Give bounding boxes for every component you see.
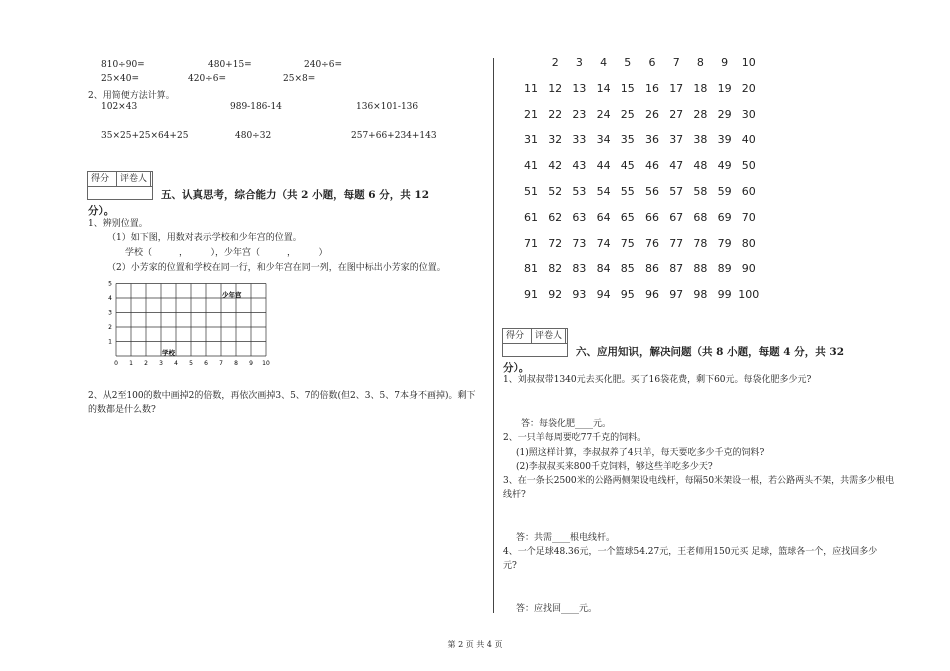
grid-number: 4 [600, 56, 608, 69]
grid-number: 30 [741, 107, 756, 121]
grid-number: 19 [717, 81, 732, 95]
grid-number: 93 [572, 288, 587, 302]
grid-number: 49 [717, 159, 732, 173]
r-q3-line1: 3、在一条长2500米的公路两侧架设电线杆，每隔50米架设一根，若公路两头不架，共需多少根电 [503, 476, 895, 486]
grid-number: 11 [524, 81, 538, 95]
grid-number: 82 [548, 262, 563, 276]
grid-number: 60 [741, 185, 756, 198]
grid-number: 39 [717, 133, 732, 147]
simp-row2-a: 35×25+25×64+25 [101, 131, 189, 141]
grid-number: 73 [572, 236, 587, 250]
reviewer-label: 评卷人 [117, 172, 151, 186]
grid-number: 21 [524, 107, 538, 121]
grid-number: 13 [572, 81, 587, 95]
grid-number: 18 [693, 81, 708, 95]
s5-q1: 1、辨别位置。 [88, 219, 148, 229]
x-tick-label: 1 [129, 360, 133, 367]
calc-row2-a: 25×40= [101, 74, 139, 84]
grid-number: 54 [596, 185, 611, 198]
y-tick-label: 2 [108, 324, 112, 331]
grid-number: 80 [741, 236, 756, 250]
grid-number: 56 [645, 185, 659, 198]
grid-number: 27 [669, 107, 684, 121]
grid-number: 95 [620, 288, 635, 302]
y-tick-label: 5 [108, 280, 112, 288]
grid-number: 65 [620, 210, 635, 224]
x-tick-label: 3 [159, 360, 163, 367]
grid-number: 57 [669, 185, 684, 198]
grid-number: 35 [620, 133, 635, 147]
x-tick-label: 5 [189, 360, 193, 367]
grid-number: 88 [693, 262, 708, 276]
s5-q2-line2: 的数都是什么数? [88, 405, 156, 415]
grid-number: 6 [648, 56, 656, 69]
section5-title-cont: 分）。 [88, 205, 115, 217]
x-tick-label: 4 [174, 360, 178, 367]
coordinate-grid [100, 270, 275, 375]
grid-number: 42 [548, 159, 563, 173]
grid-number: 97 [669, 288, 684, 302]
grid-number: 91 [524, 288, 538, 302]
grid-number: 22 [548, 107, 563, 121]
r-q2-1: (1)照这样计算，李叔叔养了4只羊，每天要吃多少千克的饲料? [516, 448, 765, 458]
grid-number: 46 [645, 159, 659, 173]
grid-number: 51 [524, 185, 538, 198]
grid-number: 3 [575, 56, 583, 69]
grid-number: 55 [620, 185, 635, 198]
score-label: 得分 [88, 172, 117, 186]
score-label: 得分 [503, 329, 532, 343]
grid-number: 92 [548, 288, 563, 302]
grid-number: 26 [645, 107, 659, 121]
grid-number: 48 [693, 159, 708, 173]
grid-number: 50 [741, 159, 756, 173]
grid-number: 62 [548, 210, 563, 224]
grid-number: 71 [524, 236, 538, 250]
grid-number: 2 [551, 56, 559, 69]
r-q4-line2: 元? [503, 561, 517, 571]
x-tick-label: 10 [262, 360, 270, 367]
score-box-left [87, 171, 153, 200]
r-q1-answer: 答：每袋化肥____元。 [521, 419, 612, 429]
grid-number: 70 [741, 210, 756, 224]
grid-number: 98 [693, 288, 708, 302]
grid-number: 84 [596, 262, 611, 276]
grid-number: 83 [572, 262, 587, 276]
grid-number: 37 [669, 133, 684, 147]
calc-row1-c: 240÷6= [304, 60, 342, 70]
grid-number: 77 [669, 236, 684, 250]
grid-number: 24 [596, 107, 611, 121]
grid-number: 25 [620, 107, 635, 121]
y-tick-label: 3 [108, 309, 112, 317]
grid-number: 33 [572, 133, 587, 147]
grid-number: 89 [717, 262, 732, 276]
x-tick-label: 2 [144, 360, 148, 367]
grid-number: 90 [741, 262, 756, 276]
reviewer-label: 评卷人 [532, 329, 566, 343]
grid-number: 79 [717, 236, 732, 250]
grid-number: 7 [672, 56, 680, 69]
grid-number: 10 [741, 56, 756, 69]
simp-row2-c: 257+66+234+143 [351, 131, 437, 141]
section5-title: 五、认真思考，综合能力（共 2 小题，每题 6 分，共 12 [161, 189, 430, 201]
grid-number: 64 [596, 210, 611, 224]
simp-row1-b: 989-186-14 [230, 102, 282, 112]
grid-number: 86 [645, 262, 659, 276]
grid-number: 94 [596, 288, 611, 302]
grid-number: 20 [741, 81, 756, 95]
r-q3-line2: 线杆? [503, 490, 526, 500]
calc-row1-b: 480+15= [208, 60, 252, 70]
grid-number: 78 [693, 236, 708, 250]
grid-number: 9 [721, 56, 729, 69]
grid-number: 43 [572, 159, 587, 173]
grid-number: 72 [548, 236, 563, 250]
y-tick-label: 1 [108, 338, 112, 346]
page-footer: 第 2 页 共 4 页 [447, 640, 503, 649]
grid-number: 14 [596, 81, 611, 95]
calc-row1-a: 810÷90= [101, 60, 145, 70]
grid-number: 76 [645, 236, 659, 250]
grid-number: 85 [620, 262, 635, 276]
s5-q1-1: （1）如下图，用数对表示学校和少年宫的位置。 [107, 233, 302, 243]
grid-number: 63 [572, 210, 587, 224]
grid-number: 68 [693, 210, 708, 224]
grid-number: 96 [645, 288, 659, 302]
calc-row2-c: 25×8= [283, 74, 316, 84]
grid-number: 12 [548, 81, 563, 95]
grid-number: 5 [624, 56, 632, 69]
grid-number: 16 [645, 81, 659, 95]
x-tick-label: 9 [249, 360, 253, 367]
x-tick-label: 7 [219, 360, 223, 367]
section6-title: 六、应用知识，解决问题（共 8 小题，每题 4 分，共 32 [576, 346, 845, 358]
column-divider [493, 58, 494, 613]
grid-number: 81 [524, 262, 538, 276]
simp-row1-c: 136×101-136 [356, 102, 419, 112]
grid-number: 29 [717, 107, 732, 121]
grid-number: 8 [696, 56, 704, 69]
palace-label: 少年宫 [222, 291, 242, 299]
grid-number: 28 [693, 107, 708, 121]
grid-number: 38 [693, 133, 708, 147]
x-tick-label: 0 [114, 360, 118, 367]
r-q2: 2、一只羊每周要吃77千克的饲料。 [503, 433, 647, 443]
grid-number: 100 [738, 288, 760, 302]
grid-number: 41 [524, 159, 538, 173]
calc-row2-b: 420÷6= [188, 74, 226, 84]
grid-number: 52 [548, 185, 563, 198]
grid-number: 74 [596, 236, 611, 250]
grid-number: 99 [717, 288, 732, 302]
grid-number: 31 [524, 133, 538, 147]
grid-number: 44 [596, 159, 611, 173]
grid-number: 59 [717, 185, 732, 198]
grid-number: 36 [645, 133, 659, 147]
grid-number: 32 [548, 133, 563, 147]
grid-number: 34 [596, 133, 611, 147]
s5-q1-1-blank: 学校（ ， ），少年宫（ ， ） [125, 248, 328, 258]
section6-title-cont: 分）。 [503, 362, 530, 374]
score-box-right [502, 328, 568, 357]
simp-row2-b: 480÷32 [235, 131, 272, 141]
grid-number: 17 [669, 81, 684, 95]
grid-number: 87 [669, 262, 684, 276]
q2-title: 2、用简便方法计算。 [88, 91, 175, 101]
grid-number: 47 [669, 159, 684, 173]
grid-number: 45 [620, 159, 635, 173]
grid-number: 67 [669, 210, 684, 224]
r-q3-answer: 答：共需____根电线杆。 [516, 533, 616, 543]
grid-number: 61 [524, 210, 538, 224]
r-q4-answer: 答：应找回____元。 [516, 604, 598, 614]
s5-q1-2: （2）小芳家的位置和学校在同一行，和少年宫在同一列，在图中标出小芳家的位置。 [107, 263, 446, 273]
r-q1: 1、刘叔叔带1340元去买化肥。买了16袋花费，剩下60元。每袋化肥多少元? [503, 375, 812, 385]
r-q4-line1: 4、一个足球48.36元，一个篮球54.27元，王老师用150元买 足球，篮球各一个，应找回多少 [503, 547, 878, 557]
grid-number: 66 [645, 210, 659, 224]
grid-number: 75 [620, 236, 635, 250]
school-label: 学校 [162, 349, 175, 357]
grid-number: 53 [572, 185, 587, 198]
grid-number: 69 [717, 210, 732, 224]
s5-q2-line1: 2、从2至100的数中画掉2的倍数，再依次画掉3、5、7的倍数(但2、3、5、7本身不画掉)。剩下 [88, 391, 476, 401]
simp-row1-a: 102×43 [101, 102, 138, 112]
r-q2-2: (2)李叔叔买来800千克饲料，够这些羊吃多少天? [516, 462, 713, 472]
grid-number: 58 [693, 185, 708, 198]
x-tick-label: 6 [204, 360, 208, 367]
grid-number: 15 [620, 81, 635, 95]
y-tick-label: 4 [108, 295, 112, 302]
grid-number: 40 [741, 133, 756, 147]
x-tick-label: 8 [234, 360, 238, 367]
grid-number: 23 [572, 107, 587, 121]
